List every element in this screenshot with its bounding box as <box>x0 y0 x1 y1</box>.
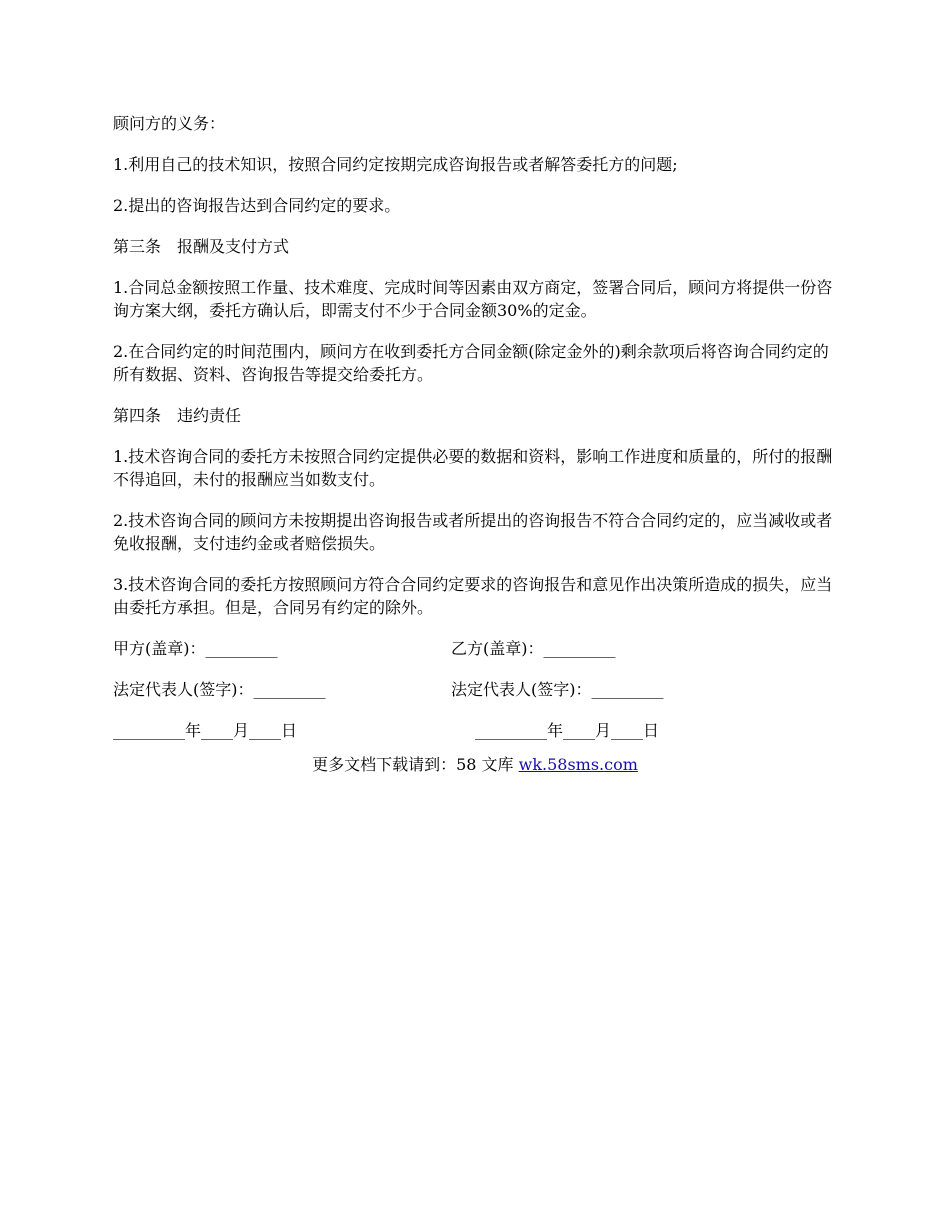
download-footer <box>0 753 950 776</box>
party-a-seal: 甲方(盖章)：_________ <box>113 639 278 658</box>
article-4-title: 违约责任 <box>177 406 242 425</box>
party-a-date: _________年____月____日 <box>113 721 298 740</box>
party-b-seal: 乙方(盖章)：_________ <box>451 639 616 658</box>
article-3-item-2: 2.在合同约定的时间范围内，顾问方在收到委托方合同金额(除定金外的)剩余款项后将咨询合同约定的所有数据、资料、咨询报告等提交给委托方。 <box>113 342 829 384</box>
document-body <box>113 112 843 760</box>
article-3-title: 报酬及支付方式 <box>177 237 290 256</box>
representative-row <box>113 678 843 701</box>
consultant-obligation-1: 1.利用自己的技术知识，按照合同约定按期完成咨询报告或者解答委托方的问题; <box>113 155 678 174</box>
article-4-heading <box>113 404 843 427</box>
consultant-obligations-heading: 顾问方的义务： <box>113 114 226 133</box>
article-4-item-2: 2.技术咨询合同的顾问方未按期提出咨询报告或者所提出的咨询报告不符合合同约定的，应当减收或者免收报酬，支付违约金或者赔偿损失。 <box>113 511 833 553</box>
article-4-number: 第四条 <box>113 406 162 425</box>
article-3-item-1: 1.合同总金额按照工作量、技术难度、完成时间等因素由双方商定，签署合同后，顾问方将提供一份咨询方案大纲，委托方确认后，即需支付不少于合同金额30%的定金。 <box>113 278 833 320</box>
party-b-date: _________年____月____日 <box>475 721 660 740</box>
article-4-item-1: 1.技术咨询合同的委托方未按照合同约定提供必要的数据和资料，影响工作进度和质量的，所付的报酬不得追回，未付的报酬应当如数支付。 <box>113 447 833 489</box>
date-row <box>113 719 843 742</box>
consultant-obligation-2: 2.提出的咨询报告达到合同约定的要求。 <box>113 196 401 215</box>
footer-text: 更多文档下载请到：58 文库 <box>312 755 519 774</box>
article-3-number: 第三条 <box>113 237 162 256</box>
party-b-representative: 法定代表人(签字)：_________ <box>451 680 664 699</box>
footer-link[interactable]: wk.58sms.com <box>518 755 638 774</box>
article-4-item-3: 3.技术咨询合同的委托方按照顾问方符合合同约定要求的咨询报告和意见作出决策所造成的损失，应当由委托方承担。但是，合同另有约定的除外。 <box>113 575 833 617</box>
article-3-heading <box>113 235 843 258</box>
seal-row <box>113 637 843 660</box>
party-a-representative: 法定代表人(签字)：_________ <box>113 680 326 699</box>
